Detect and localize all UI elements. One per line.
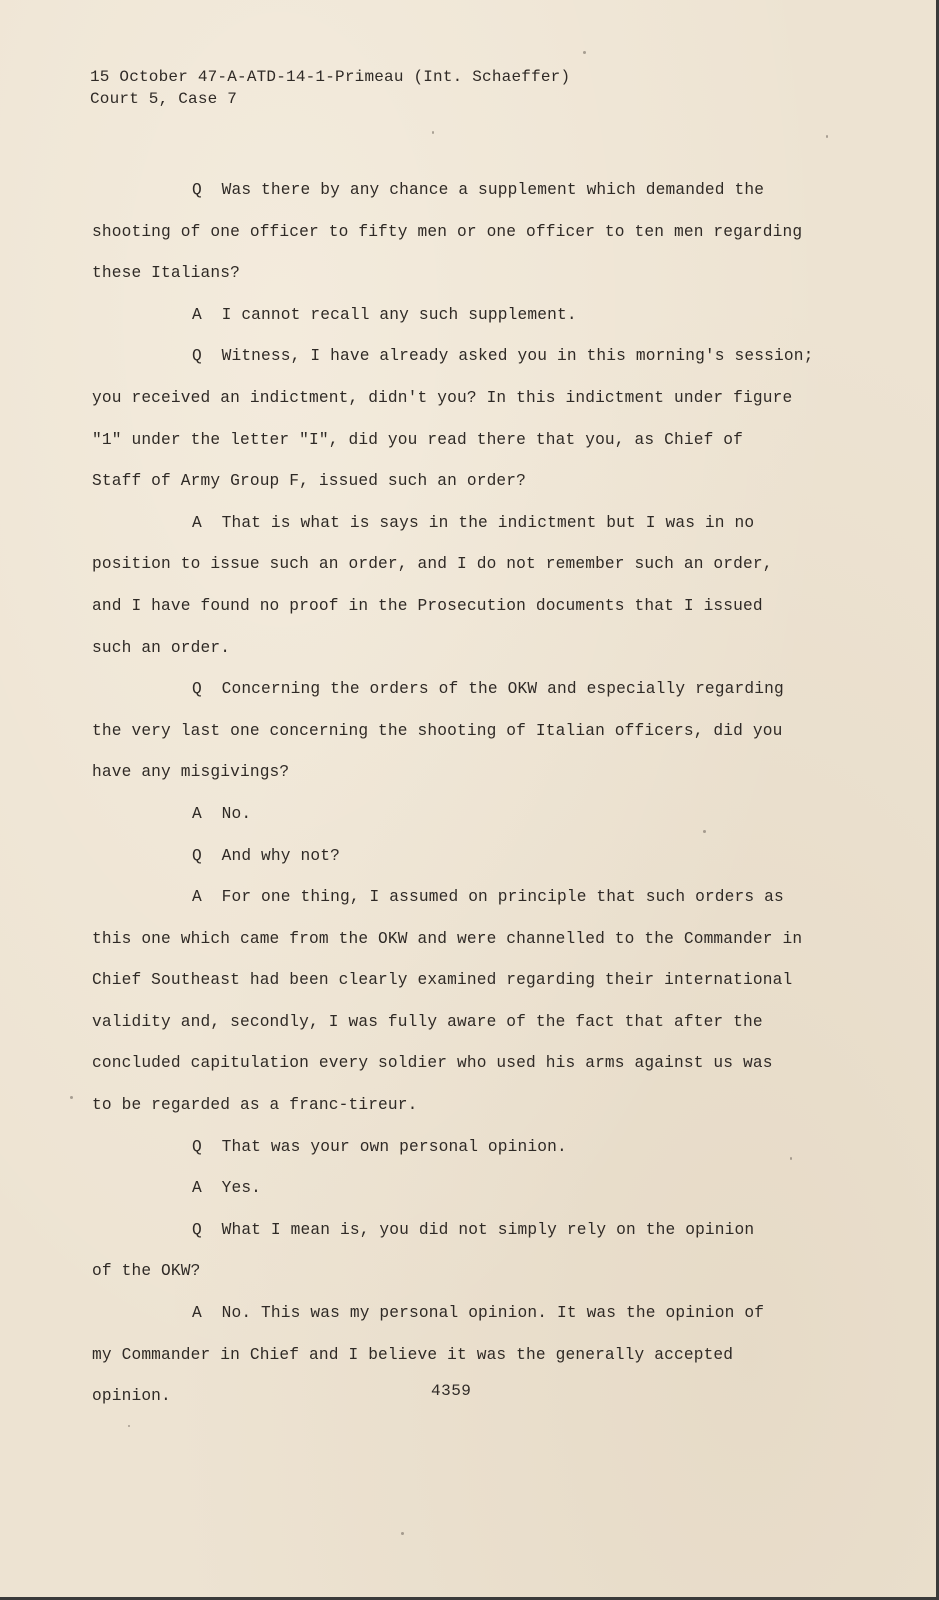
transcript-line: such an order.	[92, 638, 231, 657]
document-header	[90, 66, 570, 110]
paper-speck	[826, 135, 828, 138]
transcript-line: have any misgivings?	[92, 763, 290, 782]
transcript-line: opinion.	[92, 1387, 171, 1406]
transcript-line: A For one thing, I assumed on principle that such orders as	[192, 888, 784, 907]
transcript-line: Q What I mean is, you did not simply rely on the opinion	[192, 1220, 755, 1239]
transcript-line: A I cannot recall any such supplement.	[192, 305, 577, 324]
transcript-paragraph	[92, 669, 832, 794]
transcript-line: of the OKW?	[92, 1262, 201, 1281]
transcript-paragraph	[92, 170, 832, 295]
transcript-line: these Italians?	[92, 264, 240, 283]
transcript-paragraph	[92, 295, 832, 337]
transcript-line: Q That was your own personal opinion.	[192, 1137, 567, 1156]
transcript-line: A That is what is says in the indictment but I was in no	[192, 513, 755, 532]
transcript-paragraph	[92, 503, 832, 669]
transcript-paragraph	[92, 877, 832, 1127]
transcript-line: Q Witness, I have already asked you in this morning's session;	[192, 347, 814, 366]
transcript-line: this one which came from the OKW and were channelled to the Commander in	[92, 929, 803, 948]
transcript-line: Q And why not?	[192, 846, 340, 865]
paper-speck	[703, 830, 706, 833]
paper-speck	[128, 1425, 130, 1427]
transcript-line: my Commander in Chief and I believe it was the generally accepted	[92, 1345, 734, 1364]
transcript-line: the very last one concerning the shooting of Italian officers, did you	[92, 721, 783, 740]
transcript-line: Q Was there by any chance a supplement which demanded the	[192, 181, 765, 199]
transcript-line: A No. This was my personal opinion. It was the opinion of	[192, 1304, 765, 1323]
transcript-line: position to issue such an order, and I do not remember such an order,	[92, 555, 773, 574]
header-date-reference: 15 October 47-A-ATD-14-1-Primeau (Int. Schaeffer)	[90, 68, 571, 86]
paper-speck	[432, 131, 434, 134]
paper-speck	[790, 1157, 792, 1160]
transcript-paragraph	[92, 1210, 832, 1293]
transcript-line: you received an indictment, didn't you? In this indictment under figure	[92, 388, 793, 407]
page-number: 4359	[431, 1382, 472, 1400]
transcript-line: Chief Southeast had been clearly examined regarding their international	[92, 971, 793, 990]
transcript-paragraph	[92, 1127, 832, 1169]
transcript-line: A Yes.	[192, 1179, 262, 1198]
transcript-line: shooting of one officer to fifty men or one officer to ten men regarding	[92, 222, 803, 241]
transcript-body	[92, 170, 832, 1418]
transcript-line: A No.	[192, 804, 252, 823]
transcript-paragraph	[92, 836, 832, 878]
paper-speck	[401, 1532, 404, 1535]
transcript-line: and I have found no proof in the Prosecution documents that I issued	[92, 596, 763, 615]
transcript-line: concluded capitulation every soldier who used his arms against us was	[92, 1054, 773, 1073]
transcript-line: Staff of Army Group F, issued such an order?	[92, 472, 527, 491]
paper-speck	[70, 1096, 73, 1099]
transcript-paragraph	[92, 1168, 832, 1210]
header-court-case: Court 5, Case 7	[90, 90, 238, 108]
transcript-line: Q Concerning the orders of the OKW and especially regarding	[192, 680, 784, 699]
transcript-line: "1" under the letter "I", did you read there that you, as Chief of	[92, 430, 744, 449]
transcript-line: to be regarded as a franc-tireur.	[92, 1096, 418, 1115]
transcript-line: validity and, secondly, I was fully aware of the fact that after the	[92, 1012, 763, 1031]
paper-speck	[583, 51, 586, 54]
transcript-paragraph	[92, 794, 832, 836]
transcript-paragraph	[92, 336, 832, 502]
